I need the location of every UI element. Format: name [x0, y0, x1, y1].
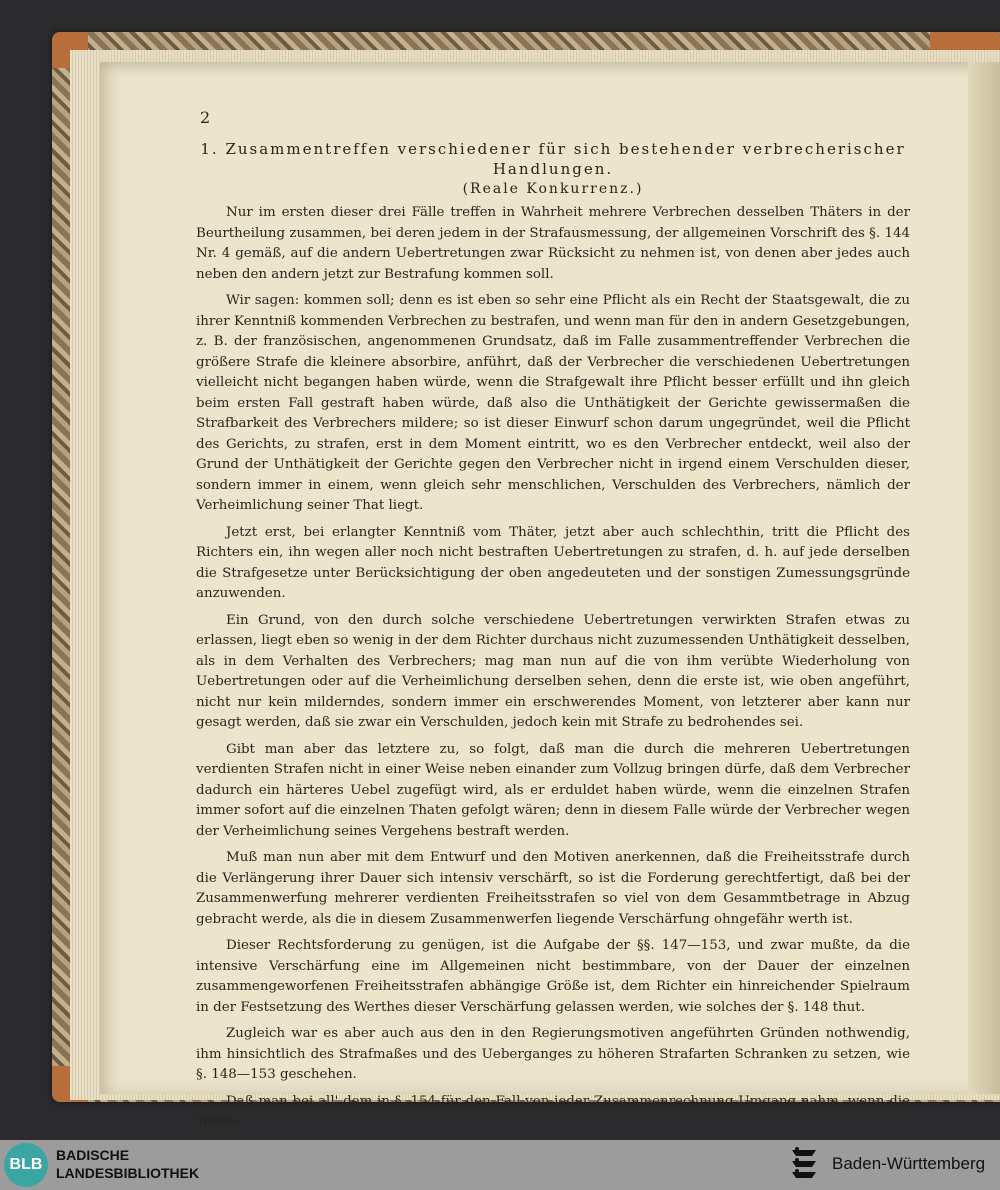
- blb-logo[interactable]: BLB: [4, 1143, 48, 1187]
- lions-crest-icon: [790, 1146, 818, 1184]
- library-name-line2: LANDESBIBLIOTHEK: [56, 1165, 200, 1181]
- paragraph: Gibt man aber das letztere zu, so folgt, daß man die durch die mehreren Uebertretungen verdienten Strafen nicht in einer Weise neben einander zum Vollzug bringen dürfe, daß dem Verbrecher dadurch ein härteres Uebel zugefügt wird, als er erduldet haben würde, wenn die einzelnen Strafen immer sofort auf die einzelnen Thaten gefolgt wären; denn in diesem Falle würde der Verbrecher wegen der Verheimlichung seines Vergehens bestraft werden.: [196, 741, 910, 839]
- paragraph: Zugleich war es aber auch aus den in den Regierungsmotiven angeführten Gründen nothwendig, ihm hinsichtlich des Strafmaßes und des Ueberganges zu höheren Strafarten Schranken zu setzen, wie §. 148—153 geschehen.: [196, 1026, 910, 1082]
- paragraph: Ein Grund, von den durch solche verschiedene Uebertretungen verwirkten Strafen etwas zu erlassen, liegt eben so wenig in der dem Richter durchaus nicht zuzumessenden Unthätigkeit desselben, als in dem Verhalten des Verbrechers; mag man nun auf die von ihm verübte Wiederholung von Uebertretungen oder auf die Verheimlichung derselben sehen, denn die erste ist, wie oben angeführt, nicht nur kein milderndes, sondern immer ein erschwerendes Moment, von letzterer aber kann nur gesagt werden, daß sie zwar ein Verschulden, jedoch kein mit Strafe zu bedrohendes sei.: [196, 612, 910, 730]
- page-edge-right: [968, 62, 1000, 1094]
- paragraph: Daß man bei all' dem in §. 154 für den Fall von jeder Zusammenrechnung Umgang nahm, wenn die Todes-: [196, 1093, 910, 1129]
- page-text: [196, 108, 910, 1139]
- paragraph: Wir sagen: kommen soll; denn es ist eben so sehr eine Pflicht als ein Recht der Staatsgewalt, die zu ihrer Kenntniß kommenden Verbrechen zu bestrafen, und wenn man für den in andern Gesetzgebungen, z. B. der französischen, angenommenen Grundsatz, daß im Falle zusammentreffender Verbrechen die größere Strafe die kleinere absorbire, anführt, daß der Verbrecher die verschiedenen Uebertretungen vielleicht nicht begangen haben würde, wenn die Strafgewalt ihre Pflicht besser erfüllt und ihn gleich beim ersten Fall gestraft haben würde, daß also die Unthätigkeit der Gerichte gewissermaßen die Strafbarkeit des Verbrechers mildere; so ist dieser Einwurf schon darum ungegründet, weil die Pflicht des Gerichts, zu strafen, erst in dem Moment eintritt, wo es den Verbrecher entdeckt, weil also der Grund der Unthätigkeit der Gerichte gegen den Verbrecher nicht in irgend einem Verschulden dieser, sondern immer in einem, wenn gleich sehr menschlichen, Verschulden des Verbrechers, nämlich der Verheimlichung seiner That liegt.: [196, 293, 910, 513]
- paragraph: Muß man nun aber mit dem Entwurf und den Motiven anerkennen, daß die Freiheitsstrafe durch die Verlängerung ihrer Dauer sich intensiv verschärft, so ist die Forderung gerechtfertigt, daß bei der Zusammenwerfung mehrerer verdienten Freiheitsstrafen so viel von dem Gesammtbetrage in Abzug gebracht werde, als die in diesem Zusammenwerfen liegende Verschärfung ohngefähr werth ist.: [196, 850, 910, 927]
- paragraph: Nur im ersten dieser drei Fälle treffen in Wahrheit mehrere Verbrechen desselben Thäters in der Beurtheilung zusammen, bei deren jedem in der Strafausmessung, der allgemeinen Vorschrift des §. 144 Nr. 4 gemäß, auf die andern Uebertretungen zwar Rücksicht zu nehmen ist, von denen aber jedes auch neben den andern jetzt zur Bestrafung kommen soll.: [196, 205, 910, 282]
- paragraph: Dieser Rechtsforderung zu genügen, ist die Aufgabe der §§. 147—153, und zwar mußte, da die intensive Verschärfung eine im Allgemeinen nicht bestimmbare, von der Dauer der einzelnen zusammengeworfenen Freiheitsstrafen abhängige Größe ist, dem Richter ein hinreichender Spielraum in der Festsetzung des Werthes dieser Verschärfung gelassen werden, wie solches der §. 148 thut.: [196, 938, 910, 1015]
- library-name: [56, 1146, 199, 1182]
- region-name[interactable]: Baden-Württemberg: [832, 1154, 986, 1173]
- paragraph: Jetzt erst, bei erlangter Kenntniß vom Thäter, jetzt aber auch schlechthin, tritt die Pflicht des Richters ein, ihn wegen aller noch nicht bestraften Uebertretungen zu strafen, d. h. auf jede derselben die Strafgesetze unter Berücksichtigung der oben angedeuteten und der sonstigen Zumessungsgründe anzuwenden.: [196, 524, 910, 601]
- section-heading: 1. Zusammentreffen verschiedener für sich bestehender verbrecherischer Handlungen.: [200, 140, 906, 178]
- library-name-line1: BADISCHE: [56, 1147, 130, 1163]
- page-number: 2: [200, 108, 211, 127]
- section-subheading: (Reale Konkurrenz.): [462, 181, 644, 197]
